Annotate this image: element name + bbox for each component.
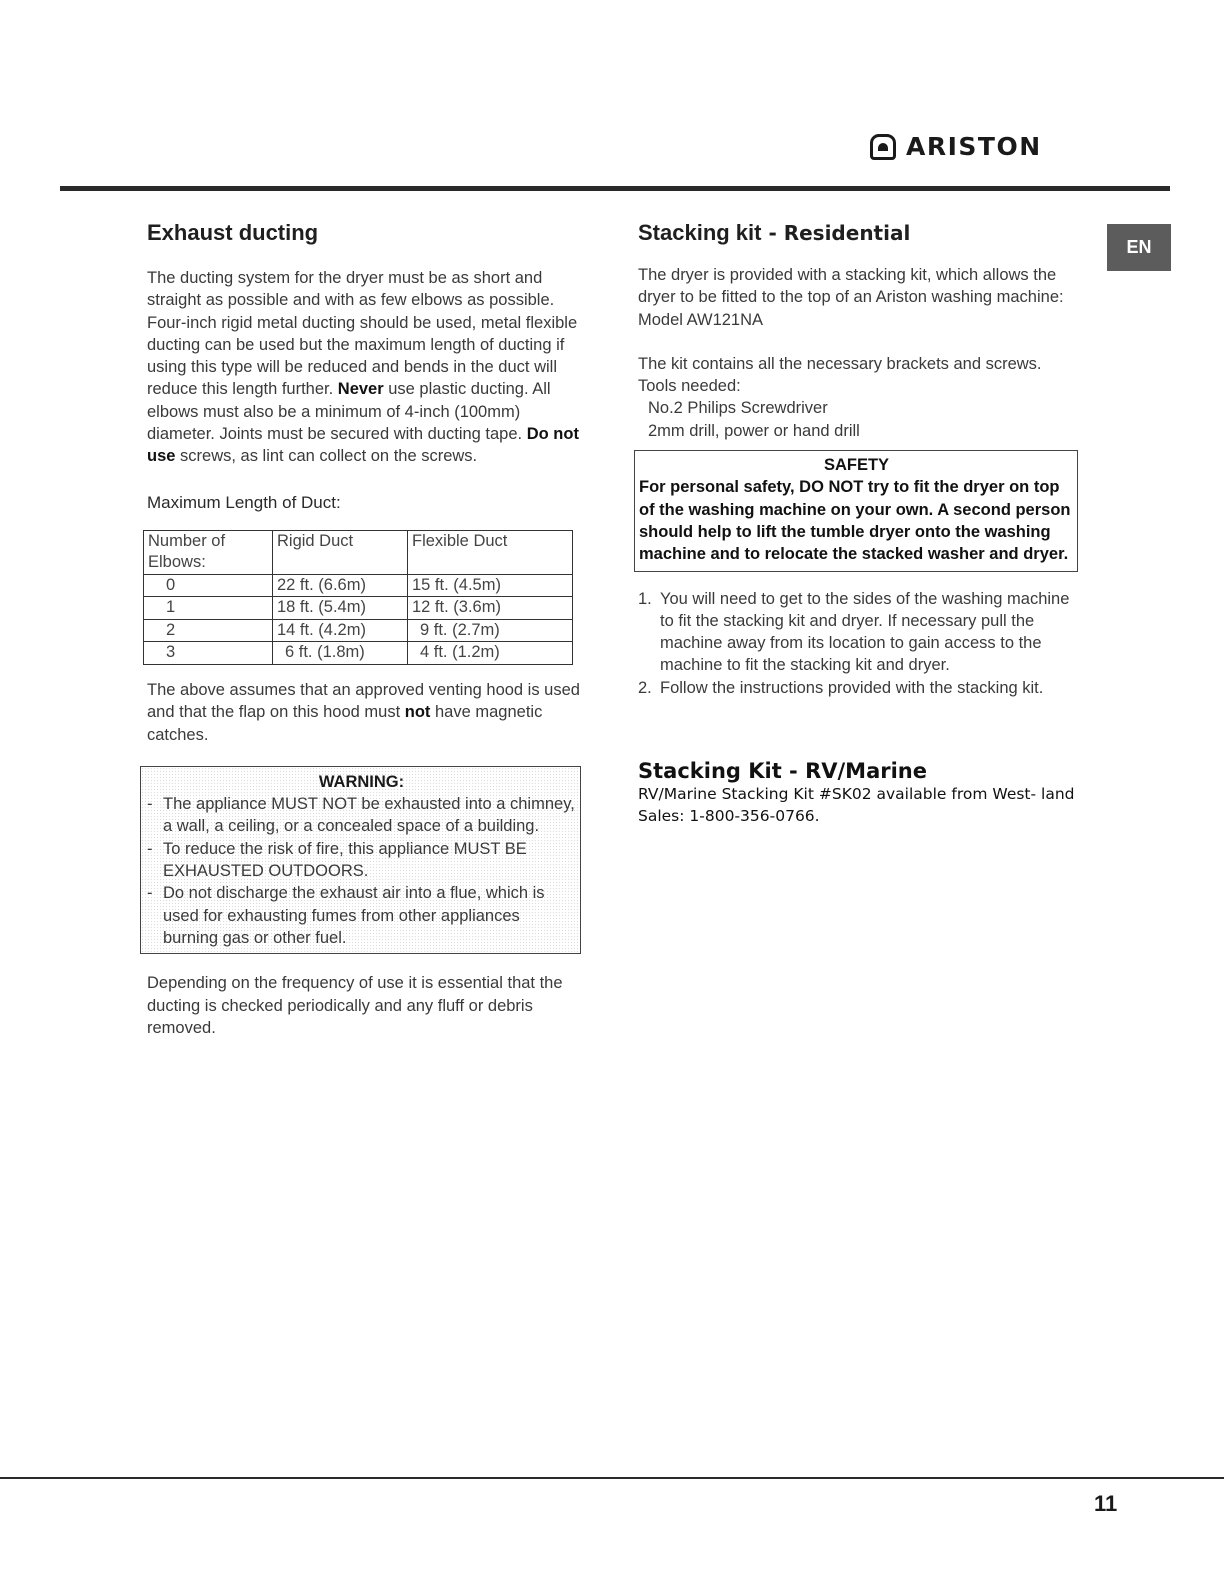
ducting-intro-paragraph <box>147 267 587 468</box>
ariston-logo-icon <box>870 134 896 160</box>
stacking-intro-line: The dryer is provided with a stacking kit, which allows the dryer to be fitted to the top of an Ariston washing machine: <box>638 266 1064 307</box>
table-row <box>144 619 573 642</box>
intro-seg-3: screws, as lint can collect on the screws. <box>175 447 478 466</box>
list-item <box>638 677 1078 699</box>
hood-seg-2: have magnetic catches. <box>147 703 543 744</box>
cell-rigid: 6 ft. (1.8m) <box>273 642 408 665</box>
cell-flexible: 15 ft. (4.5m) <box>408 574 573 597</box>
table-row <box>144 574 573 597</box>
maintenance-paragraph: Depending on the frequency of use it is essential that the ducting is checked periodically and any fluff or debris removed. <box>147 974 563 1037</box>
model-number: Model AW121NA <box>638 310 764 329</box>
brand-name: ARISTON <box>906 132 1042 161</box>
table-header-row <box>144 530 573 574</box>
intro-seg-2: use plastic ducting. All elbows must also be a minimum of 4-inch (100mm) diameter. Joints must be secured with ducting tape. <box>147 380 551 444</box>
hood-seg-1: The above assumes that an approved venting hood is used and that the flap on this hood must <box>147 680 580 722</box>
safety-box <box>634 450 1078 571</box>
tool-line: No.2 Philips Screwdriver <box>648 399 828 418</box>
step-number: 1. <box>638 589 652 608</box>
exhaust-ducting-title: Exhaust ducting <box>147 220 319 245</box>
language-tab: EN <box>1107 224 1171 271</box>
table-row <box>144 597 573 620</box>
list-item <box>638 588 1078 677</box>
stacking-kit-section <box>638 220 1078 827</box>
step-number: 2. <box>638 678 652 697</box>
cell-elbows: 3 <box>144 642 273 665</box>
stacking-steps <box>638 588 1078 699</box>
rv-marine-body: RV/Marine Stacking Kit #SK02 available from West- land Sales: 1-800-356-0766. <box>638 785 1075 826</box>
stacking-kit-title <box>638 220 1078 246</box>
cell-rigid: 18 ft. (5.4m) <box>273 597 408 620</box>
footer-rule <box>0 1477 1224 1479</box>
stacking-kit-title-sub: - Residential <box>761 221 911 245</box>
header-rigid: Rigid Duct <box>273 530 408 574</box>
venting-hood-note <box>147 679 587 746</box>
warning-item: - To reduce the risk of fire, this appliance MUST BE EXHAUSTED OUTDOORS. <box>147 838 576 883</box>
step-text: You will need to get to the sides of the washing machine to fit the stacking kit and dryer. If necessary pull the machine away from its location to gain access to the machine to fit the stacking kit and dryer. <box>660 589 1070 675</box>
safety-title: SAFETY <box>823 456 890 475</box>
table-caption: Maximum Length of Duct: <box>147 492 341 512</box>
header-rule <box>60 186 1170 191</box>
safety-body: For personal safety, DO NOT try to fit the dryer on top of the washing machine on your own. A second person should help to lift the tumble dryer onto the washing machine and to relocate the stacked washer and dryer. <box>639 478 1071 564</box>
cell-elbows: 0 <box>144 574 273 597</box>
header-elbows: Number of Elbows: <box>144 530 273 574</box>
tool-line: 2mm drill, power or hand drill <box>648 421 860 440</box>
header-flexible: Flexible Duct <box>408 530 573 574</box>
stacking-kit-title-main: Stacking kit <box>638 220 762 245</box>
warning-title: WARNING: <box>318 772 405 791</box>
exhaust-ducting-section <box>147 220 587 1039</box>
cell-flexible: 12 ft. (3.6m) <box>408 597 573 620</box>
page-number: 11 <box>1094 1491 1118 1516</box>
intro-seg-1: The ducting system for the dryer must be as short and straight as possible and with as few elbows as possible. Four-inch rigid metal ducting should be used, metal flexible ducting can be used but the maximum length of ducting if using this type will be reduced and bends in the duct will reduce this length further. <box>147 269 578 399</box>
warning-item: - The appliance MUST NOT be exhausted into a chimney, a wall, a ceiling, or a concealed space of a building. <box>147 793 576 838</box>
warning-item: - Do not discharge the exhaust air into a flue, which is used for exhausting fumes from other appliances burning gas or other fuel. <box>147 882 576 949</box>
cell-rigid: 14 ft. (4.2m) <box>273 619 408 642</box>
cell-flexible: 9 ft. (2.7m) <box>408 619 573 642</box>
cell-rigid: 22 ft. (6.6m) <box>273 574 408 597</box>
rv-marine-title: Stacking Kit - RV/Marine <box>638 759 927 784</box>
cell-elbows: 2 <box>144 619 273 642</box>
intro-never: Never <box>337 380 384 399</box>
brand-logo <box>870 132 1042 161</box>
cell-elbows: 1 <box>144 597 273 620</box>
kit-line: The kit contains all the necessary brackets and screws. <box>638 354 1042 373</box>
warning-item-text: Do not discharge the exhaust air into a flue, which is used for exhausting fumes from other appliances burning gas or other fuel. <box>163 884 545 947</box>
kit-line: Tools needed: <box>638 377 741 396</box>
stacking-intro <box>638 264 1078 331</box>
step-text: Follow the instructions provided with the stacking kit. <box>660 678 1044 697</box>
kit-contents <box>638 353 1078 442</box>
warning-box <box>140 766 581 954</box>
table-row <box>144 642 573 665</box>
hood-not: not <box>404 703 431 722</box>
cell-flexible: 4 ft. (1.2m) <box>408 642 573 665</box>
duct-length-table <box>143 530 573 665</box>
warning-item-text: The appliance MUST NOT be exhausted into a chimney, a wall, a ceiling, or a concealed space of a building. <box>163 795 575 836</box>
intro-do-not-use: Do not use <box>147 425 579 466</box>
warning-item-text: To reduce the risk of fire, this appliance MUST BE EXHAUSTED OUTDOORS. <box>163 839 527 881</box>
